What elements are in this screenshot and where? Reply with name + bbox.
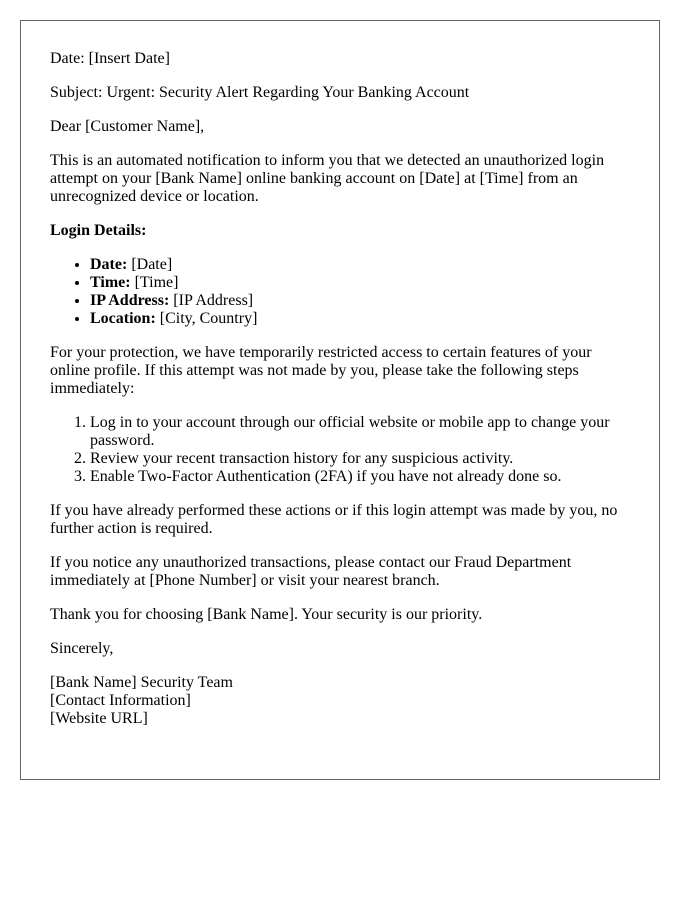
step-item: 1. Log in to your account through our official website or mobile app to change your password. <box>90 414 630 450</box>
fraud-paragraph: If you notice any unauthorized transactions, please contact our Fraud Department immediately at [Phone Number] or visit your nearest branch. <box>50 554 572 589</box>
login-detail-location <box>90 310 630 328</box>
already-done-paragraph: If you have already performed these actions or if this login attempt was made by you, no further action is required. <box>50 502 618 537</box>
login-detail-label: Date: <box>90 256 128 273</box>
login-detail-label: IP Address: <box>90 292 170 309</box>
signature-website: [Website URL] <box>50 710 148 727</box>
login-details-list <box>50 256 630 328</box>
intro-paragraph: This is an automated notification to inform you that we detected an unauthorized login attempt on your [Bank Name] online banking account on [Date] at [Time] from an unrecognized device or location. <box>50 152 605 205</box>
login-detail-time <box>90 274 630 292</box>
step-item: 3. Enable Two-Factor Authentication (2FA) if you have not already done so. <box>90 468 630 486</box>
thanks-paragraph: Thank you for choosing [Bank Name]. Your security is our priority. <box>50 606 483 623</box>
login-detail-value: [Date] <box>127 256 173 273</box>
closing: Sincerely, <box>50 640 114 657</box>
login-detail-label: Time: <box>90 274 131 291</box>
subject-line: Subject: Urgent: Security Alert Regarding Your Banking Account <box>50 84 470 101</box>
login-detail-value: [City, Country] <box>155 310 258 327</box>
login-detail-ip-address <box>90 292 630 310</box>
signature-team: [Bank Name] Security Team <box>50 674 233 691</box>
signature-block <box>50 674 630 728</box>
protection-paragraph: For your protection, we have temporarily restricted access to certain features of your online profile. If this attempt was not made by you, please take the following steps immediately: <box>50 344 592 397</box>
letter-container <box>20 20 660 780</box>
login-detail-date <box>90 256 630 274</box>
login-detail-label: Location: <box>90 310 156 327</box>
login-detail-value: [IP Address] <box>169 292 254 309</box>
salutation: Dear [Customer Name], <box>50 118 205 135</box>
login-detail-value: [Time] <box>130 274 179 291</box>
signature-contact: [Contact Information] <box>50 692 191 709</box>
step-item: 2. Review your recent transaction history for any suspicious activity. <box>90 450 630 468</box>
date-line: Date: [Insert Date] <box>50 50 170 67</box>
steps-list <box>50 414 630 486</box>
login-details-heading: Login Details: <box>50 222 147 239</box>
